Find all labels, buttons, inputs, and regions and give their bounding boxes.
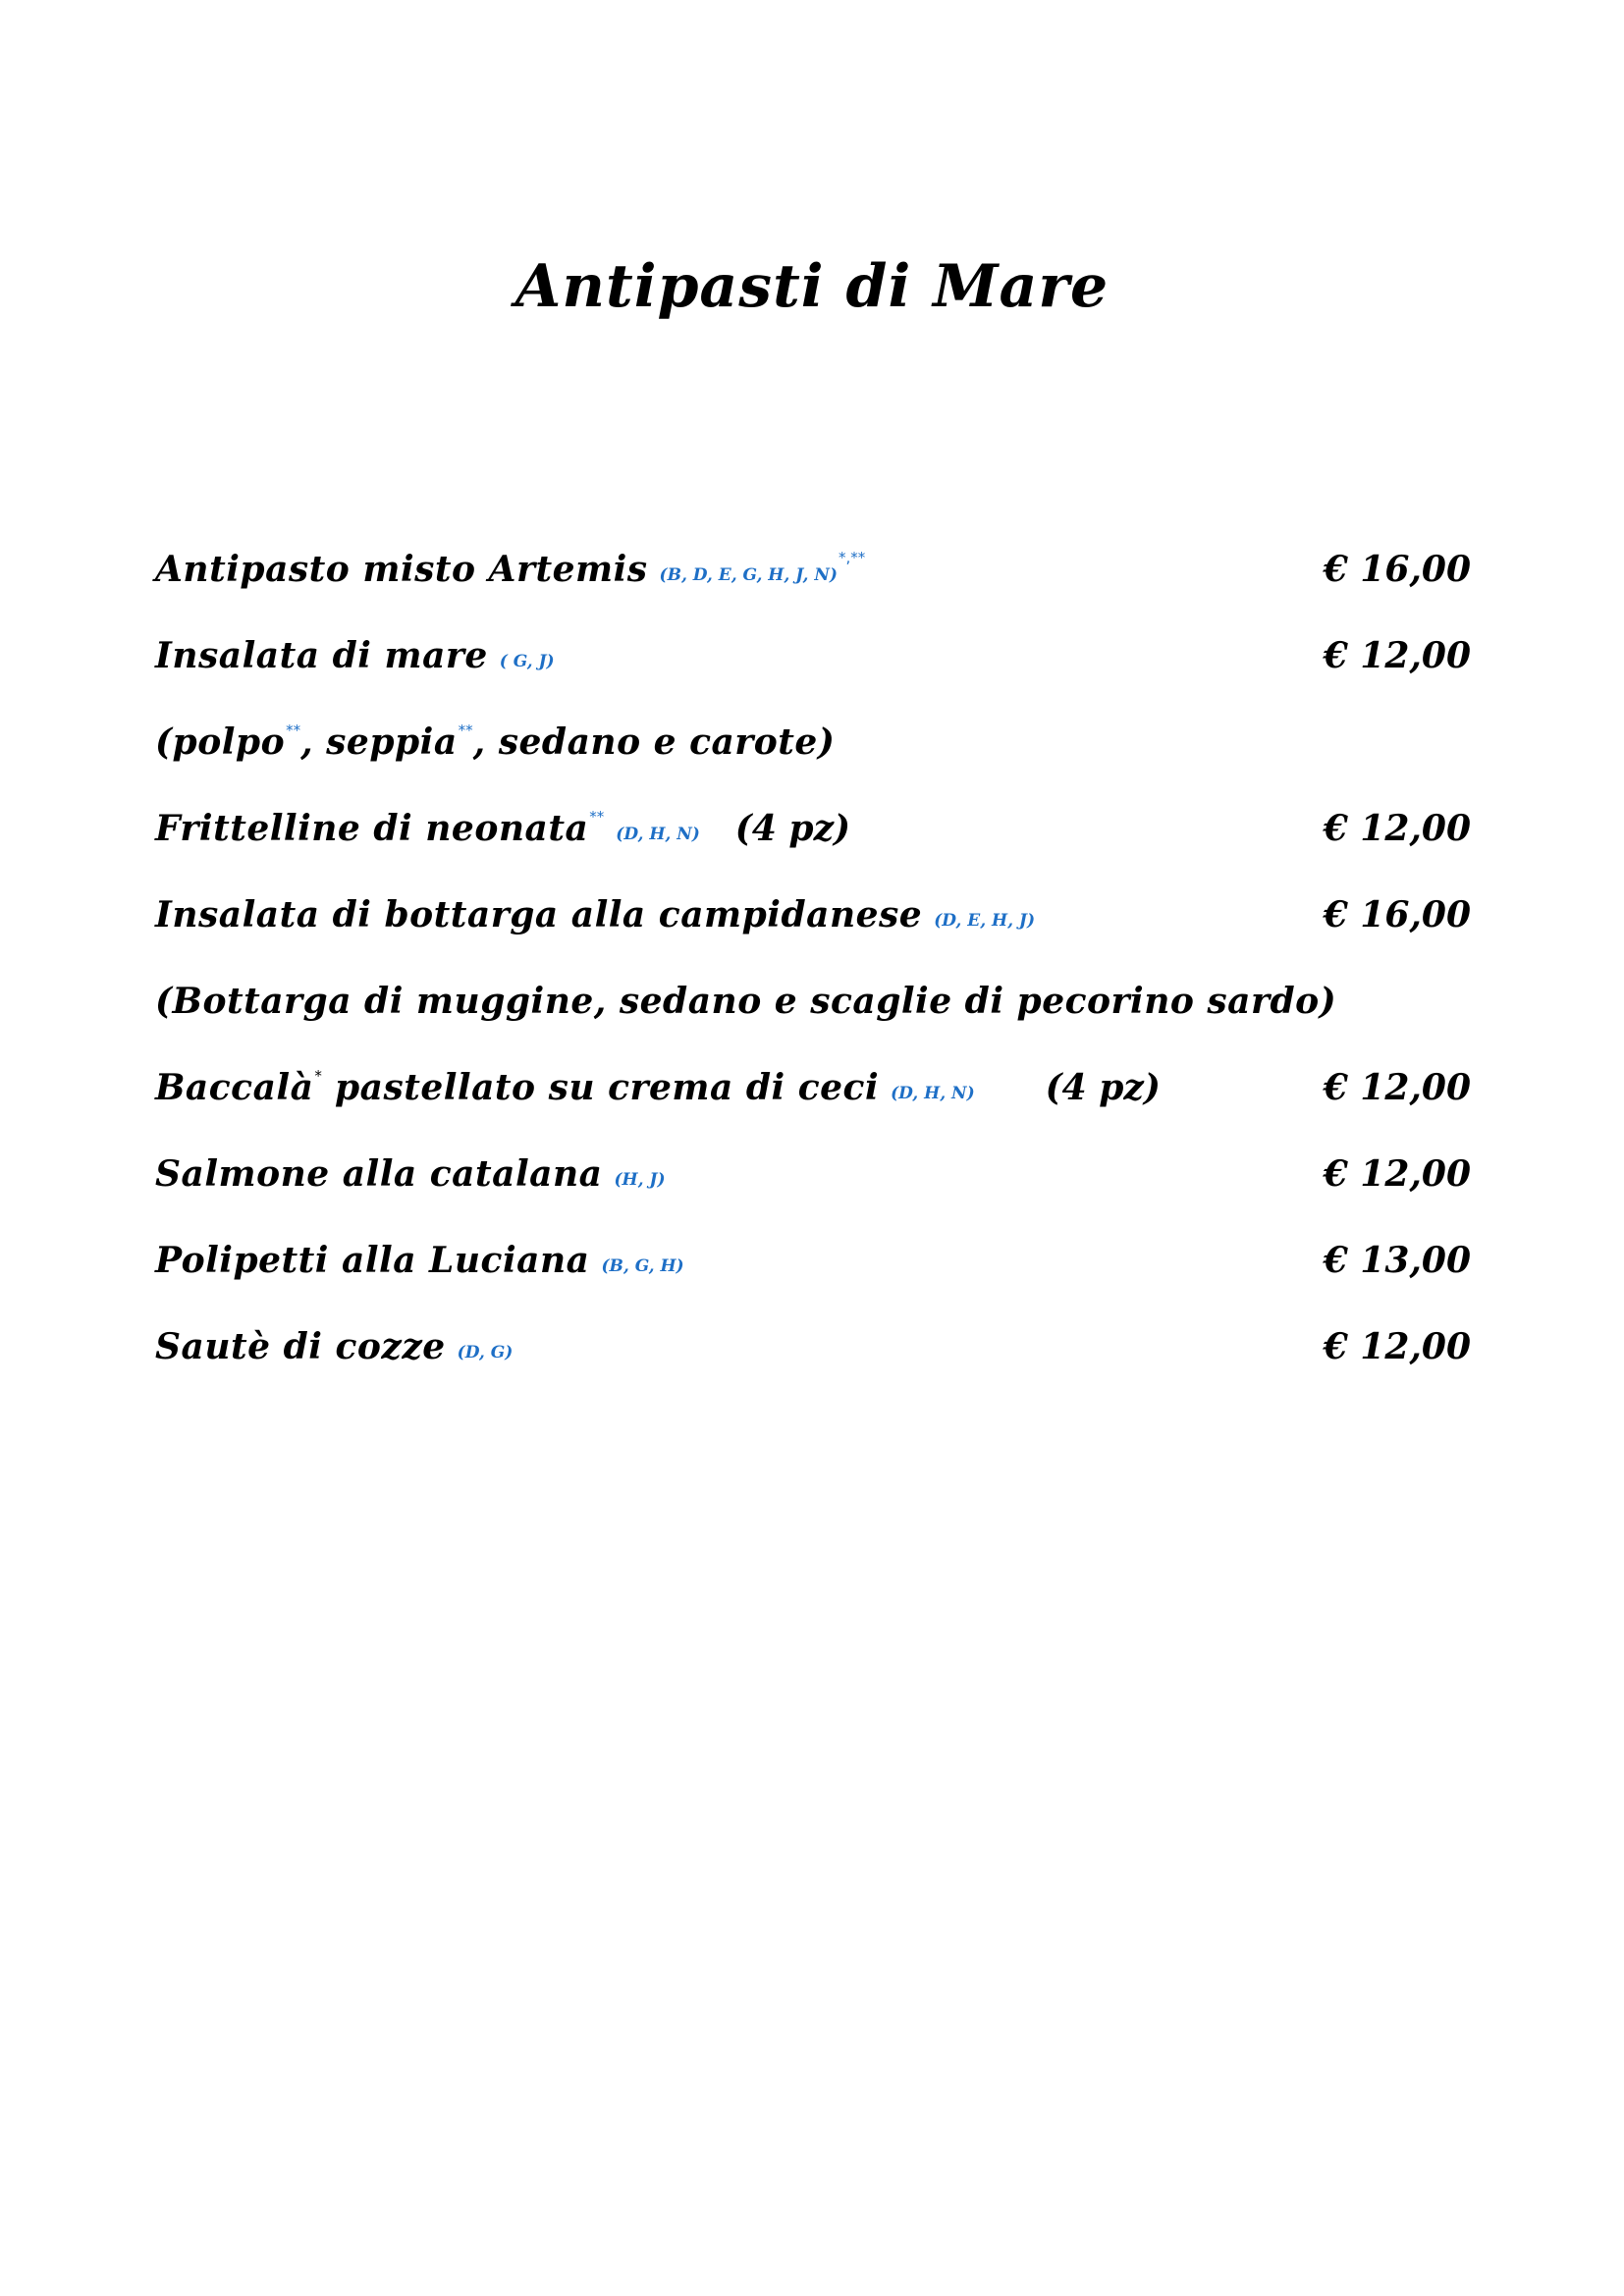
item-name: Insalata di bottarga alla campidanese — [155, 894, 923, 935]
menu-item-description — [155, 958, 1471, 1044]
description-text: (Bottarga di muggine, sedano e scaglie di pecorino sardo) — [155, 981, 1337, 1022]
item-name: Antipasto misto Artemis — [155, 549, 648, 590]
description-mark: ** — [286, 721, 301, 739]
menu-item-baccala — [155, 1044, 1471, 1131]
item-allergens: (H, J) — [614, 1170, 666, 1190]
item-price: € 12,00 — [1323, 635, 1471, 676]
menu-item-frittelline — [155, 785, 1471, 872]
item-allergens: (D, G) — [457, 1343, 514, 1362]
item-allergens: (B, D, E, G, H, J, N) — [659, 565, 838, 585]
item-price: € 12,00 — [1323, 1067, 1471, 1108]
description-text: (polpo — [155, 721, 286, 763]
item-allergens: ( G, J) — [499, 652, 555, 671]
description-text: , sedano e carote) — [472, 721, 836, 763]
menu-item-polipetti — [155, 1217, 1471, 1304]
menu-item-antipasto-misto — [155, 526, 1471, 613]
item-price: € 12,00 — [1323, 1153, 1471, 1195]
item-quantity: (4 pz) — [1045, 1067, 1161, 1108]
item-name: Salmone alla catalana — [155, 1153, 603, 1195]
description-text: , seppia — [300, 721, 458, 763]
item-price: € 13,00 — [1323, 1240, 1471, 1281]
item-name: Baccalà — [155, 1067, 314, 1108]
menu-item-insalata-bottarga — [155, 872, 1471, 958]
item-name: Frittelline di neonata — [155, 808, 589, 849]
item-allergens: (D, H, N) — [616, 825, 700, 844]
item-allergens: (D, H, N) — [891, 1084, 975, 1103]
item-price: € 12,00 — [1323, 808, 1471, 849]
menu-item-description — [155, 699, 1471, 785]
name-mark: * — [314, 1067, 322, 1085]
item-price: € 12,00 — [1323, 1326, 1471, 1367]
menu-item-insalata-di-mare — [155, 613, 1471, 699]
item-allergens: (B, G, H) — [601, 1256, 684, 1276]
item-quantity: (4 pz) — [734, 808, 851, 849]
name-mark: ** — [589, 808, 605, 826]
item-price: € 16,00 — [1323, 549, 1471, 590]
allergen-marks: *,** — [838, 549, 866, 566]
menu-item-saute-cozze — [155, 1304, 1471, 1390]
item-name: Polipetti alla Luciana — [155, 1240, 590, 1281]
item-name: Sautè di cozze — [155, 1326, 446, 1367]
item-name: Insalata di mare — [155, 635, 488, 676]
description-mark: ** — [458, 721, 473, 739]
item-allergens: (D, E, H, J) — [934, 911, 1036, 931]
item-price: € 16,00 — [1323, 894, 1471, 935]
menu-list — [155, 526, 1471, 1390]
item-name-rest: pastellato su crema di ceci — [321, 1067, 880, 1108]
page-title: Antipasti di Mare — [514, 252, 1110, 321]
menu-item-salmone — [155, 1131, 1471, 1217]
